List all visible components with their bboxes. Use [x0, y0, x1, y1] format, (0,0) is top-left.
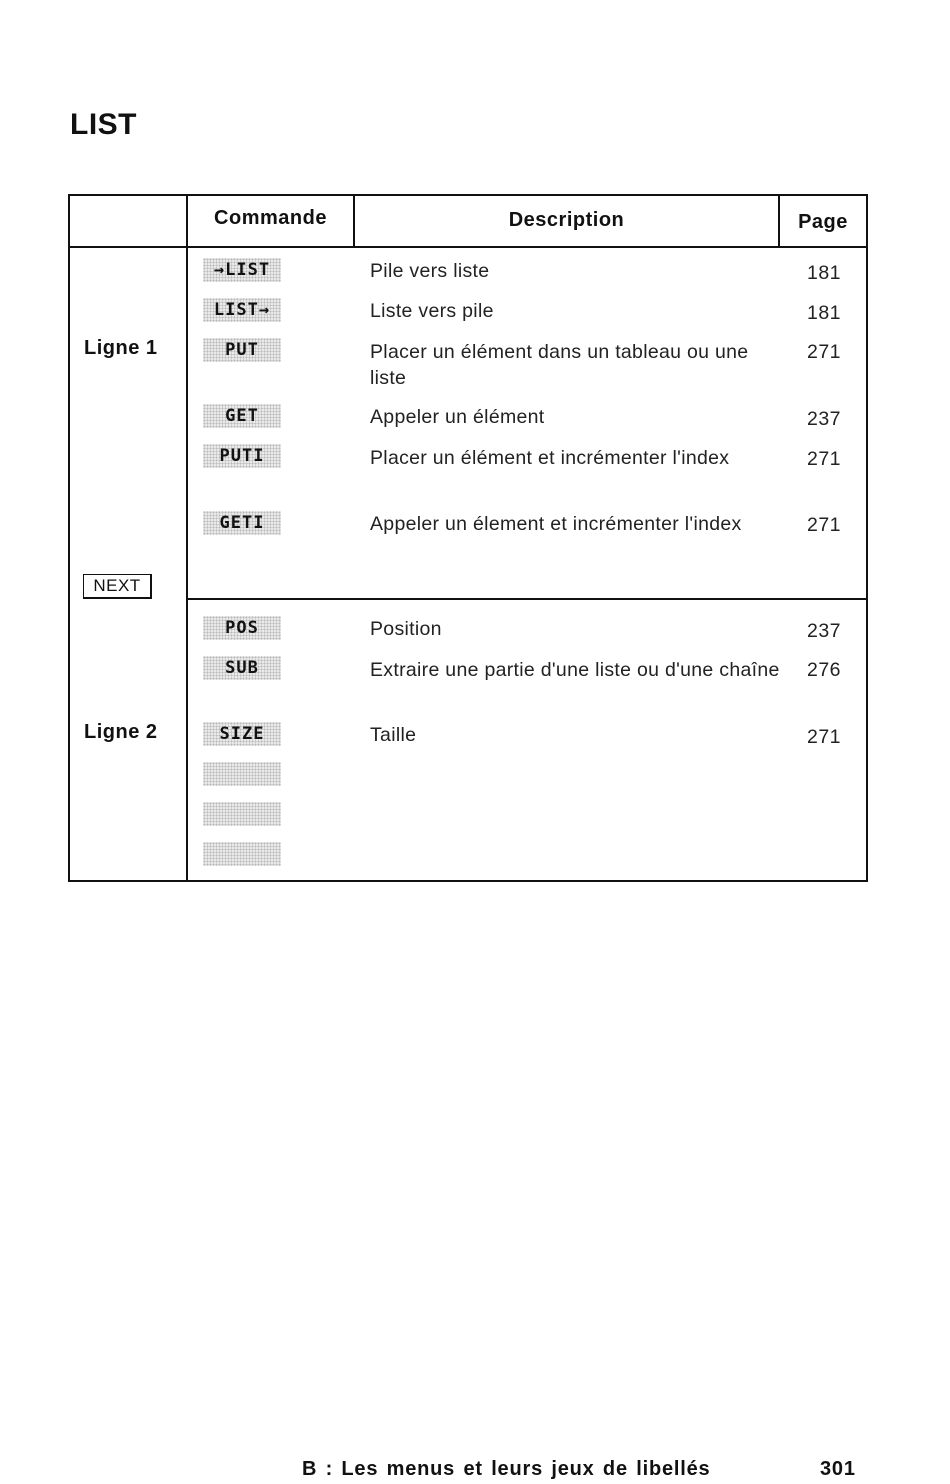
command-label: SIZE	[203, 722, 281, 746]
command-label: LIST→	[203, 298, 281, 322]
header-bottom-rule	[68, 246, 868, 248]
line1-line2-separator	[186, 598, 868, 600]
command-label: GET	[203, 404, 281, 428]
table-border-bottom	[68, 880, 868, 882]
command-label: →LIST	[203, 258, 281, 282]
table-border-left	[68, 194, 70, 882]
blank-menu-key	[203, 842, 281, 866]
header-description: Description	[508, 209, 625, 231]
page-ref: 237	[806, 408, 842, 430]
command-label: GETI	[203, 511, 281, 535]
table-border-right	[866, 194, 868, 882]
command-label: POS	[203, 616, 281, 640]
page-ref: 237	[806, 620, 842, 642]
command-label: PUT	[203, 338, 281, 362]
page-ref: 271	[806, 341, 842, 363]
page-ref: 271	[806, 448, 842, 470]
group-label-line2: Ligne 2	[84, 721, 158, 743]
description: Position	[370, 618, 442, 640]
description: Placer un élément et incrémenter l'index	[370, 447, 730, 469]
blank-menu-key	[203, 802, 281, 826]
command-label: SUB	[203, 656, 281, 680]
description: Liste vers pile	[370, 300, 494, 322]
header-page: Page	[798, 211, 848, 233]
page-title: LIST	[70, 108, 137, 141]
table-border-top	[68, 194, 868, 196]
page-ref: 276	[806, 659, 842, 681]
description: Extraire une partie d'une liste ou d'une chaîne	[370, 659, 780, 681]
blank-menu-key	[203, 762, 281, 786]
next-key: NEXT	[83, 574, 152, 599]
page-ref: 271	[806, 726, 842, 748]
page-ref: 181	[806, 262, 842, 284]
description: Appeler un élément	[370, 406, 545, 428]
description: Placer un élément dans un tableau ou une liste	[370, 341, 749, 389]
command-label: PUTI	[203, 444, 281, 468]
page-ref: 271	[806, 514, 842, 536]
description: Appeler un élement et incrémenter l'index	[370, 513, 742, 535]
footer-page-number: 301	[820, 1458, 856, 1480]
footer-chapter-title: B : Les menus et leurs jeux de libellés	[302, 1458, 711, 1480]
command-table	[68, 194, 868, 882]
header-command: Commande	[214, 207, 327, 229]
page-ref: 181	[806, 302, 842, 324]
group-column-divider	[186, 194, 188, 882]
description: Pile vers liste	[370, 260, 490, 282]
group-label-line1: Ligne 1	[84, 337, 158, 359]
description: Taille	[370, 724, 417, 746]
